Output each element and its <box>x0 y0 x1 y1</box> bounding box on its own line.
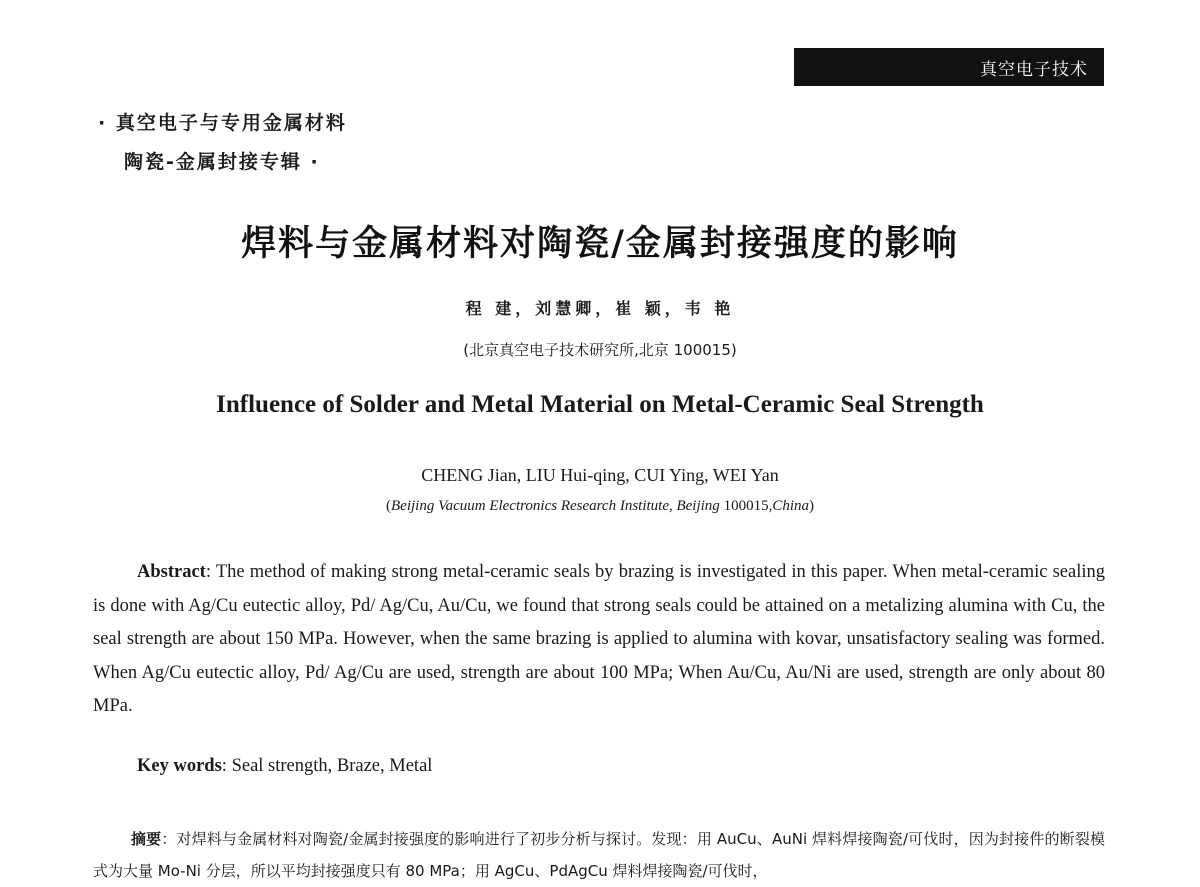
affiliation-close: ) <box>809 498 814 514</box>
abstract-text: The method of making strong metal-ceramic seals by brazing is investigated in this paper. When metal-ceramic sealing is done with Ag/Cu eutectic alloy, Pd/ Ag/Cu, Au/Cu, we found that strong seals could be attained on a metalizing alumina with Cu, the seal strength are about 150 MPa. However, when the same brazing is applied to alumina with kovar, unsatisfactory sealing was formed. When Ag/Cu eutectic alloy, Pd/ Ag/Cu are used, strength are about 100 MPa; When Au/Cu, Au/Ni are used, strength are only about 80 MPa. <box>93 562 1105 716</box>
keywords-label: Key words <box>137 756 222 776</box>
abstract-english <box>93 556 1105 724</box>
affiliation-institute: Beijing Vacuum Electronics Research Institute <box>391 498 669 514</box>
journal-name-badge <box>794 48 1104 86</box>
paper-title-english: Influence of Solder and Metal Material on Metal-Ceramic Seal Strength <box>216 391 984 418</box>
abstract-cn-text: 对焊料与金属材料对陶瓷/金属封接强度的影响进行了初步分析与探讨。发现：用 AuCu、AuNi 焊料焊接陶瓷/可伐时，因为封接件的断裂模式为大量 Mo-Ni 分层，所以平均封接强度只有 80 MPa；用 AgCu、PdAgCu 焊料焊接陶瓷/可伐时， <box>93 830 1105 880</box>
abstract-label: Abstract <box>137 562 206 582</box>
column-heading-line1: · 真空电子与专用金属材料 <box>98 112 347 134</box>
affiliation-open: ( <box>386 498 391 514</box>
affiliation-english <box>0 498 1200 515</box>
keywords-sep: : <box>221 756 232 776</box>
authors-chinese: 程 建，刘慧卿，崔 颖，韦 艳 <box>465 299 735 318</box>
abstract-cn-sep: ： <box>161 830 177 848</box>
affiliation-country: China <box>772 498 809 514</box>
keywords-english <box>137 756 432 777</box>
authors-english: CHENG Jian, LIU Hui-qing, CUI Ying, WEI Yan <box>421 465 779 485</box>
keywords-text: Seal strength, Braze, Metal <box>231 756 433 776</box>
affiliation-sep: , <box>668 498 677 514</box>
affiliation-postcode: 100015, <box>719 498 773 514</box>
affiliation-city: Beijing <box>676 498 720 514</box>
affiliation-chinese: (北京真空电子技术研究所,北京 100015) <box>463 341 737 359</box>
abstract-sep: : <box>205 562 216 582</box>
paper-title-chinese: 焊料与金属材料对陶瓷/金属封接强度的影响 <box>241 224 959 264</box>
journal-name: 真空电子技术 <box>980 59 1088 80</box>
column-heading-line2: 陶瓷-金属封接专辑 · <box>124 151 320 173</box>
abstract-chinese <box>93 823 1105 887</box>
abstract-cn-label: 摘要 <box>131 830 162 848</box>
